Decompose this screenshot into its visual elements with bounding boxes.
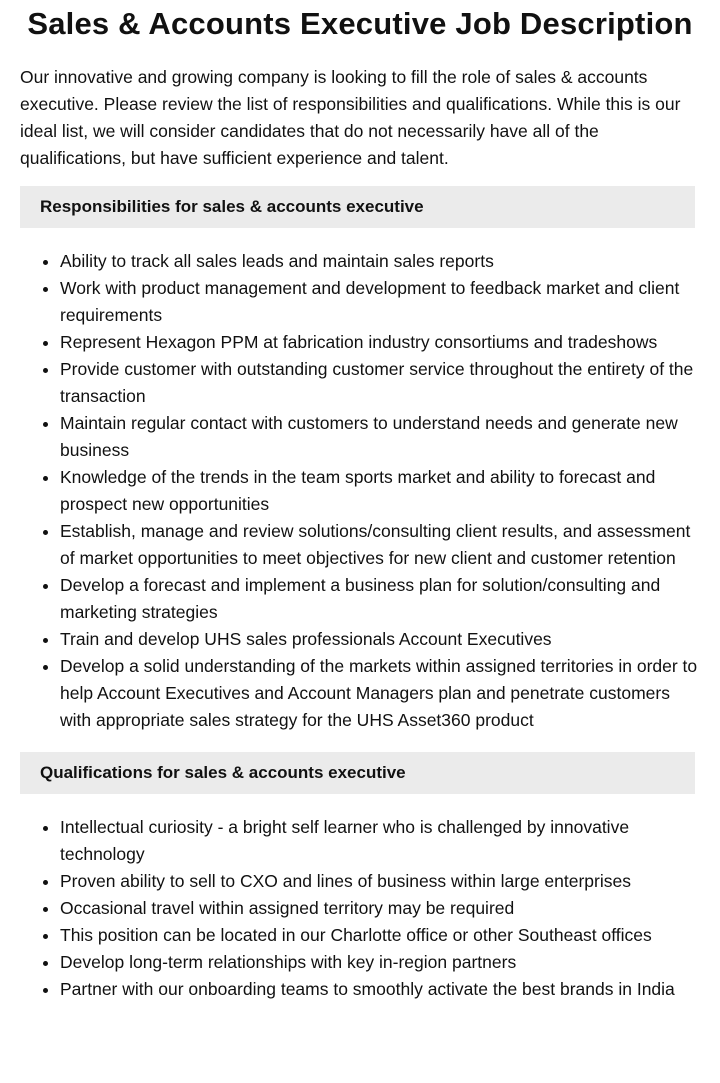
list-item: • Intellectual curiosity - a bright self learner who is challenged by innovative technology [60, 814, 700, 868]
list-item: • Occasional travel within assigned territory may be required [60, 895, 700, 922]
list-item: • Develop long-term relationships with key in-region partners [60, 949, 700, 976]
list-item: • Partner with our onboarding teams to smoothly activate the best brands in India [60, 976, 700, 1003]
list-item: • Proven ability to sell to CXO and lines of business within large enterprises [60, 868, 700, 895]
page-title: Sales & Accounts Executive Job Description [27, 6, 693, 41]
list-item: • Ability to track all sales leads and maintain sales reports [60, 248, 700, 275]
list-item: • Knowledge of the trends in the team sports market and ability to forecast and prospect new opportunities [60, 464, 700, 518]
list-item: • This position can be located in our Charlotte office or other Southeast offices [60, 922, 700, 949]
list-item: • Develop a forecast and implement a business plan for solution/consulting and marketing strategies [60, 572, 700, 626]
list-item: • Train and develop UHS sales professionals Account Executives [60, 626, 700, 653]
list-item: • Work with product management and development to feedback market and client requirements [60, 275, 700, 329]
responsibilities-list [20, 248, 700, 734]
list-item: • Provide customer with outstanding customer service throughout the entirety of the transaction [60, 356, 700, 410]
list-item: • Establish, manage and review solutions/consulting client results, and assessment of market opportunities to meet objectives for new client and customer retention [60, 518, 700, 572]
responsibilities-heading: Responsibilities for sales & accounts executive [20, 186, 695, 228]
qualifications-heading: Qualifications for sales & accounts executive [20, 752, 695, 794]
list-item: • Represent Hexagon PPM at fabrication industry consortiums and tradeshows [60, 329, 700, 356]
intro-text: Our innovative and growing company is looking to fill the role of sales & accounts executive. Please review the list of responsibilities and qualifications. While this is our ideal list, we will consider candidates that do not necessarily have all of the qualifications, but have sufficient experience and talent. [20, 67, 681, 168]
list-item: • Maintain regular contact with customers to understand needs and generate new business [60, 410, 700, 464]
list-item: • Develop a solid understanding of the markets within assigned territories in order to help Account Executives and Account Managers plan and penetrate customers with appropriate sales strategy for the UHS Asset360 product [60, 653, 700, 734]
qualifications-list [20, 814, 700, 1003]
